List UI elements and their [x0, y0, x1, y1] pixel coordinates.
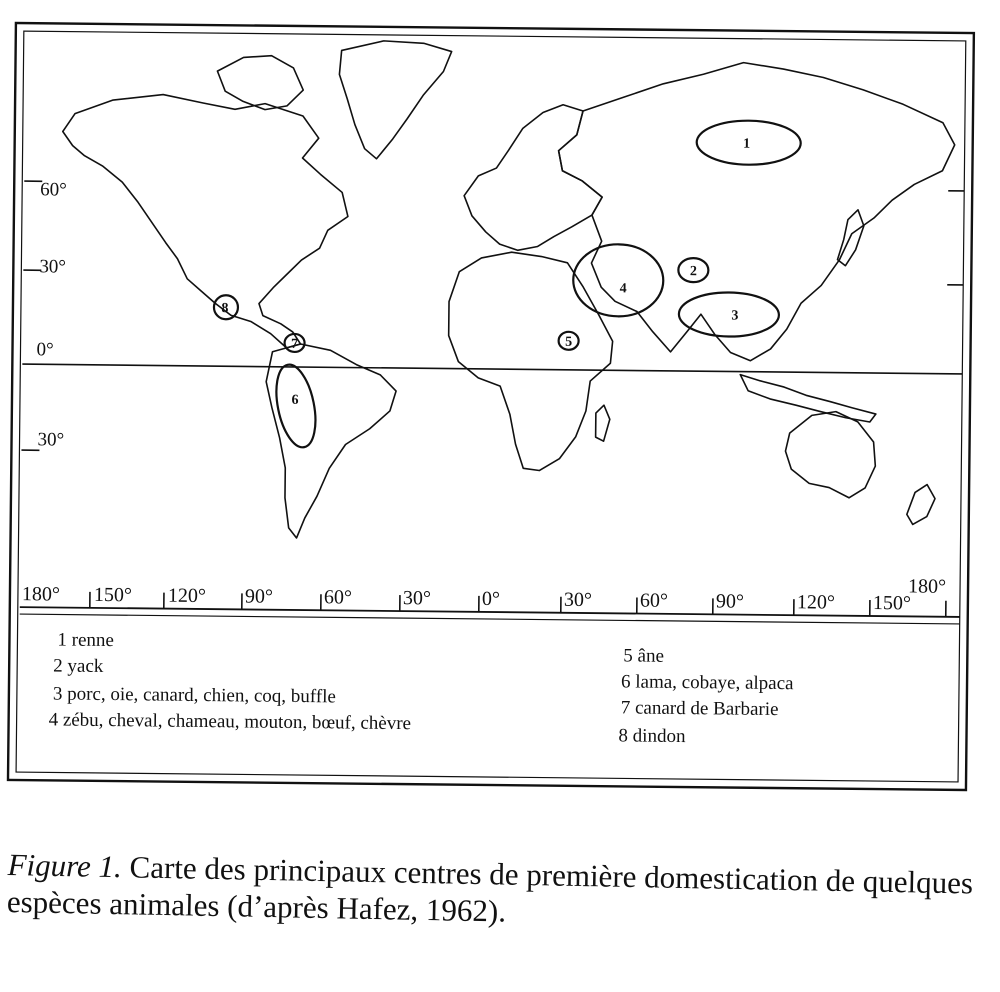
lon-label-180w: 180°	[21, 583, 61, 606]
map-frame-outer	[8, 23, 974, 790]
zone-6-marker: 6	[291, 392, 299, 408]
zone-5-marker: 5	[565, 334, 573, 350]
lat-label-0: 0°	[36, 339, 54, 361]
legend-item-6: 6 lama, cobaye, alpaca	[620, 671, 794, 695]
legend-item-3: 3 porc, oie, canard, chien, coq, buffle	[52, 683, 336, 708]
zone-4-marker: 4	[619, 281, 627, 297]
zone-7-marker: 7	[290, 336, 299, 352]
south-america-outline	[265, 344, 397, 539]
legend-item-8: 8 dindon	[618, 725, 686, 748]
lon-label-90e: 90°	[715, 590, 745, 613]
europe-outline	[464, 104, 604, 251]
zone-1-marker: 1	[743, 136, 751, 152]
lon-label-0: 0°	[481, 587, 501, 611]
legend-item-1: 1 renne	[57, 629, 115, 652]
indonesia-outline	[740, 375, 876, 422]
legend-item-5: 5 âne	[623, 645, 665, 667]
equator-line	[22, 364, 962, 374]
lon-label-180e: 180°	[907, 575, 947, 598]
lat-label-60n: 60°	[40, 179, 67, 201]
zone-4-outline	[573, 244, 664, 317]
map-frame-inner	[16, 31, 966, 782]
lon-label-60w: 60°	[323, 586, 353, 609]
north-america-outline	[61, 94, 350, 349]
zone-8-marker: 8	[221, 301, 229, 317]
legend-item-2: 2 yack	[53, 655, 104, 677]
zone-2-marker: 2	[689, 264, 697, 280]
madagascar-outline	[596, 405, 610, 441]
legend-item-7: 7 canard de Barbarie	[620, 697, 779, 721]
lon-label-150w: 150°	[93, 583, 133, 607]
lon-label-30e: 30°	[563, 588, 593, 612]
zone-3-outline	[679, 292, 779, 337]
australia-outline	[785, 411, 876, 498]
legend	[48, 629, 794, 748]
africa-outline	[447, 252, 613, 472]
figure-label: Figure 1.	[7, 846, 123, 885]
legend-item-4: 4 zébu, cheval, chameau, mouton, bœuf, chèvre	[48, 709, 412, 735]
lon-label-150e: 150°	[872, 592, 912, 615]
asia-outline	[556, 61, 955, 363]
coastlines	[59, 38, 956, 545]
arctic-islands-outline	[217, 55, 304, 110]
lat-label-30s: 30°	[37, 429, 65, 451]
caption-text: Carte des principaux centres de première domestication de quelques espèces animales (d’après Hafez, 1962).	[6, 849, 974, 929]
lon-label-30w: 30°	[402, 587, 432, 610]
lon-label-60e: 60°	[639, 589, 669, 612]
greenland-outline	[339, 40, 452, 159]
lon-label-120e: 120°	[796, 591, 836, 614]
lon-label-90w: 90°	[244, 585, 274, 608]
zone-3-marker: 3	[731, 308, 739, 324]
new-zealand-outline	[907, 484, 935, 524]
lon-label-120w: 120°	[167, 584, 207, 608]
lat-label-30n: 30°	[39, 256, 67, 278]
